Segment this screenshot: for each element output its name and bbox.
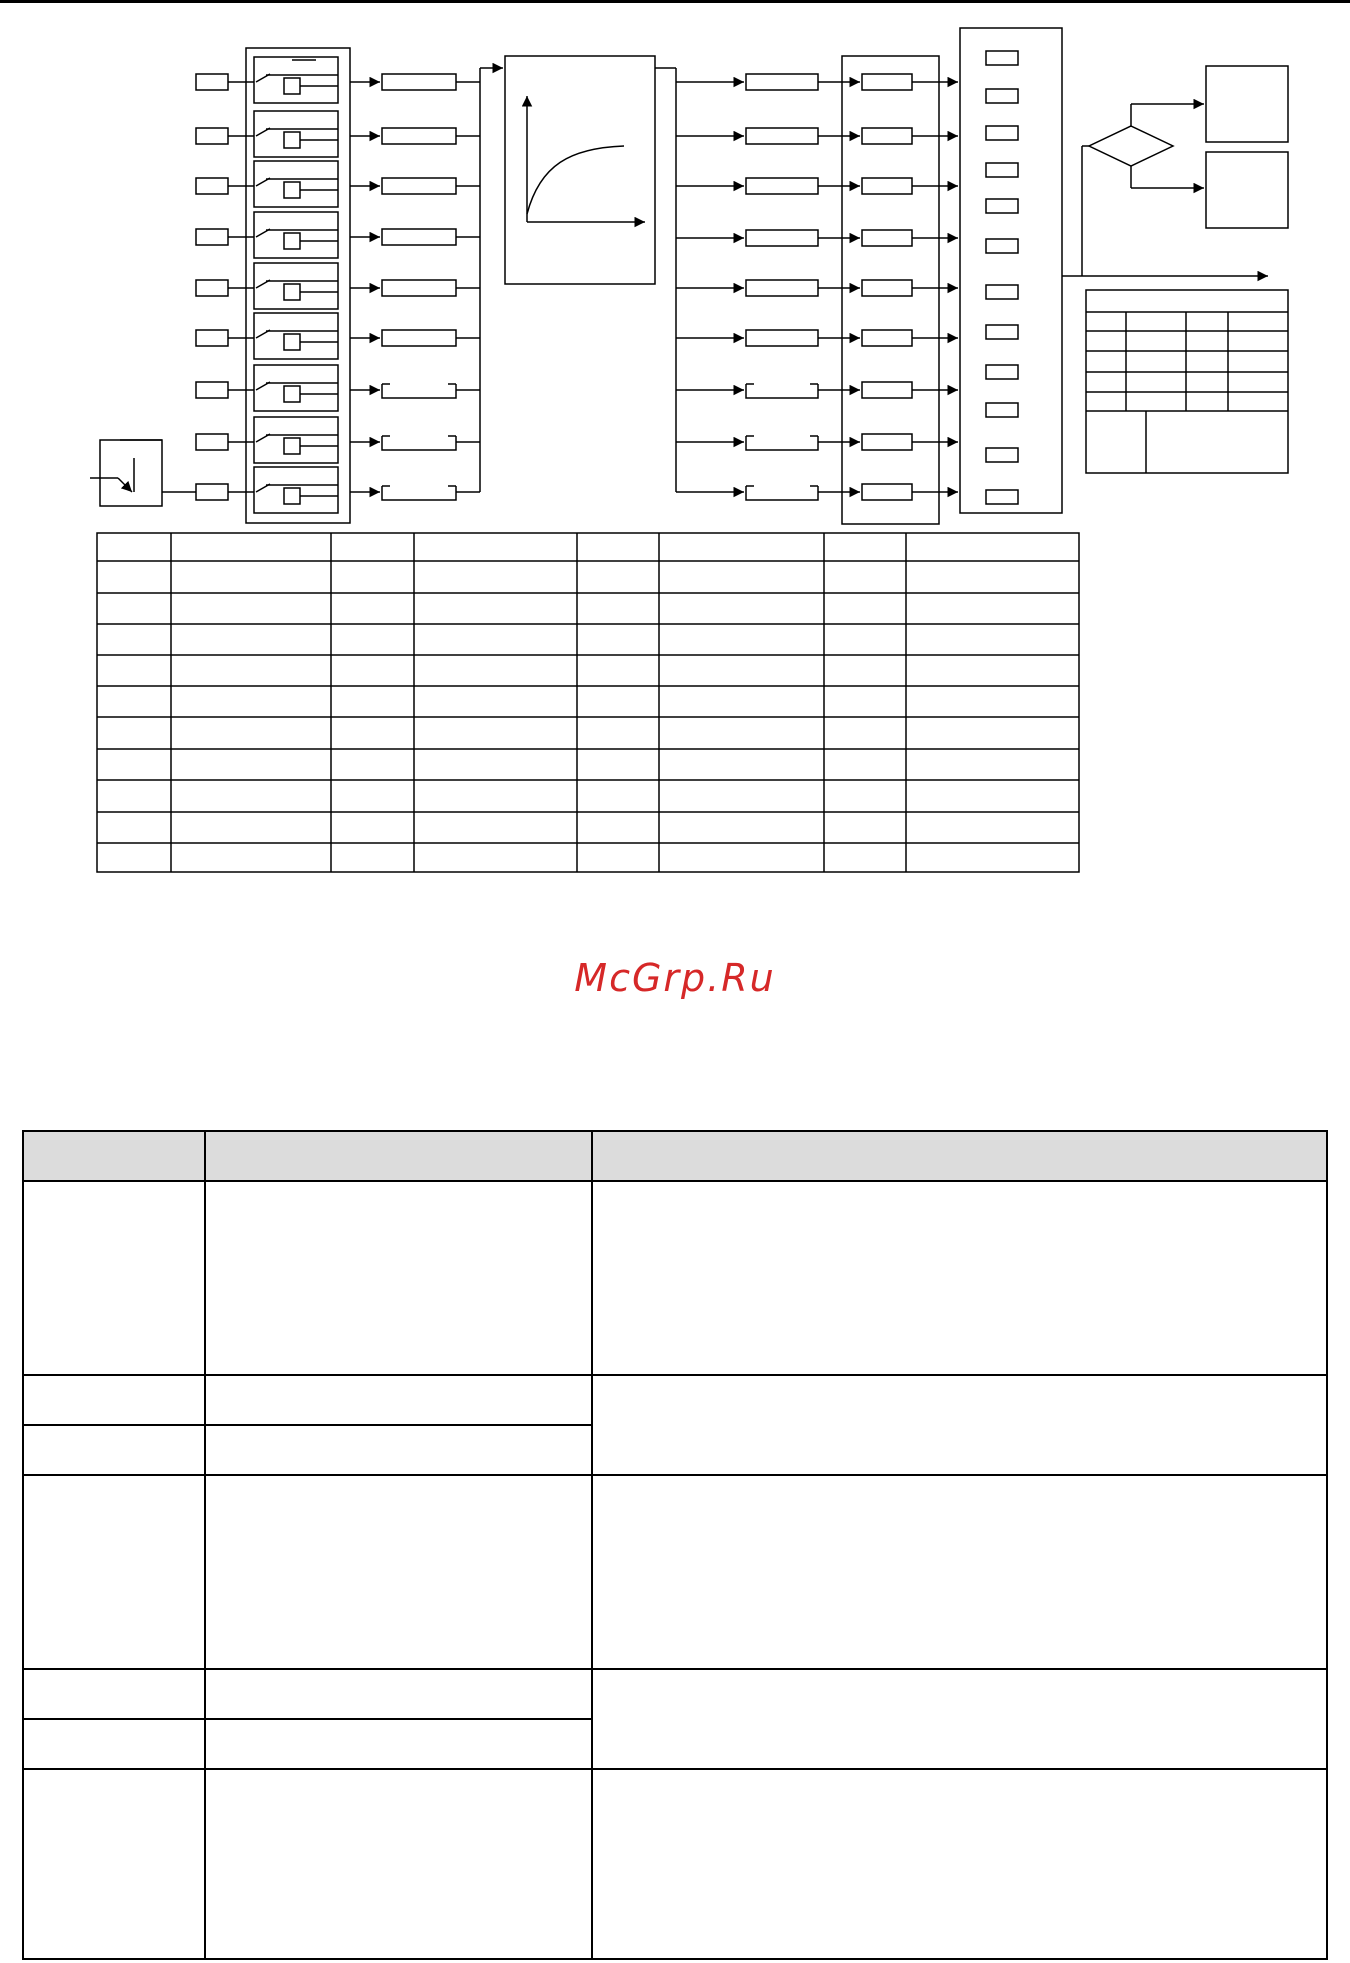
decision-diamond — [1089, 126, 1173, 166]
input-selector-switch — [100, 440, 162, 506]
output-terminal — [986, 365, 1018, 379]
signal-converter-open — [382, 486, 456, 500]
spec-cell — [205, 1669, 592, 1719]
result-box-top — [1206, 66, 1288, 142]
spec-header-cell — [23, 1131, 205, 1181]
result-box-bottom — [1206, 152, 1288, 228]
spec-cell — [592, 1475, 1327, 1669]
spec-cell — [205, 1181, 592, 1375]
output-terminal — [986, 89, 1018, 103]
input-terminal — [196, 484, 228, 500]
relay-coil — [284, 284, 300, 300]
output-converter — [746, 74, 818, 90]
spec-cell — [23, 1181, 205, 1375]
channel-relay-box — [254, 417, 338, 463]
spec-cell — [23, 1769, 205, 1959]
input-terminal — [196, 280, 228, 296]
driver-block — [862, 434, 912, 450]
block-diagram — [0, 0, 1350, 880]
input-terminal — [196, 330, 228, 346]
spec-cell — [23, 1669, 205, 1719]
driver-frame — [842, 56, 939, 524]
output-converter — [746, 330, 818, 346]
relay-coil — [284, 233, 300, 249]
spec-cell — [592, 1769, 1327, 1959]
driver-block — [862, 230, 912, 246]
spec-cell — [23, 1375, 205, 1425]
output-terminal — [986, 51, 1018, 65]
input-terminal — [196, 178, 228, 194]
signal-converter — [382, 128, 456, 144]
input-terminal — [196, 74, 228, 90]
channel-relay-box — [254, 263, 338, 309]
spec-cell — [205, 1425, 592, 1475]
output-converter — [746, 230, 818, 246]
spec-cell — [205, 1719, 592, 1769]
signal-converter — [382, 229, 456, 245]
input-terminal — [196, 382, 228, 398]
spec-table-row — [23, 1669, 1327, 1719]
driver-block — [862, 484, 912, 500]
relay-coil — [284, 334, 300, 350]
relay-coil — [284, 386, 300, 402]
channel-relay-box — [254, 467, 338, 513]
spec-cell — [592, 1669, 1327, 1769]
channel-relay-box — [254, 212, 338, 258]
driver-block — [862, 382, 912, 398]
output-converter-open — [746, 384, 818, 398]
signal-converter — [382, 330, 456, 346]
channel-relay-box — [254, 161, 338, 207]
relay-coil — [284, 488, 300, 504]
spec-cell — [205, 1375, 592, 1425]
output-terminal — [986, 126, 1018, 140]
channel-relay-box — [254, 365, 338, 411]
channel-relay-box — [254, 57, 338, 103]
output-terminal — [986, 239, 1018, 253]
watermark-text: McGrp.Ru — [574, 956, 776, 1000]
response-curve — [527, 146, 624, 214]
output-converter-open — [746, 486, 818, 500]
output-terminal — [986, 490, 1018, 504]
spec-header-cell — [205, 1131, 592, 1181]
driver-block — [862, 178, 912, 194]
input-terminal — [196, 434, 228, 450]
signal-converter-open — [382, 436, 456, 450]
channel-table-frame — [97, 533, 1079, 872]
output-terminal — [986, 199, 1018, 213]
input-terminal — [196, 229, 228, 245]
input-terminal — [196, 128, 228, 144]
output-converter — [746, 178, 818, 194]
channel-relay-box — [254, 313, 338, 359]
relay-coil — [284, 132, 300, 148]
output-converter — [746, 280, 818, 296]
spec-table-row — [23, 1375, 1327, 1425]
output-terminal — [986, 448, 1018, 462]
signal-converter — [382, 280, 456, 296]
spec-header-cell — [592, 1131, 1327, 1181]
spec-table-row — [23, 1181, 1327, 1375]
relay-coil — [284, 182, 300, 198]
spec-table-header-row — [23, 1131, 1327, 1181]
legend-box — [1086, 290, 1288, 473]
output-converter-open — [746, 436, 818, 450]
relay-coil — [284, 78, 300, 94]
output-terminal — [986, 325, 1018, 339]
output-terminal-strip — [960, 28, 1062, 513]
output-terminal — [986, 163, 1018, 177]
signal-converter-open — [382, 384, 456, 398]
signal-converter — [382, 74, 456, 90]
output-converter — [746, 128, 818, 144]
signal-converter — [382, 178, 456, 194]
channel-relay-box — [254, 111, 338, 157]
spec-table-row — [23, 1475, 1327, 1669]
spec-cell — [23, 1475, 205, 1669]
spec-cell — [592, 1375, 1327, 1475]
spec-table-row — [23, 1769, 1327, 1959]
spec-cell — [205, 1769, 592, 1959]
relay-coil — [284, 438, 300, 454]
driver-block — [862, 330, 912, 346]
driver-block — [862, 128, 912, 144]
spec-cell — [205, 1475, 592, 1669]
output-terminal — [986, 285, 1018, 299]
driver-block — [862, 74, 912, 90]
spec-cell — [23, 1425, 205, 1475]
spec-cell — [592, 1181, 1327, 1375]
spec-table — [22, 1130, 1328, 1960]
spec-cell — [23, 1719, 205, 1769]
driver-block — [862, 280, 912, 296]
output-terminal — [986, 403, 1018, 417]
